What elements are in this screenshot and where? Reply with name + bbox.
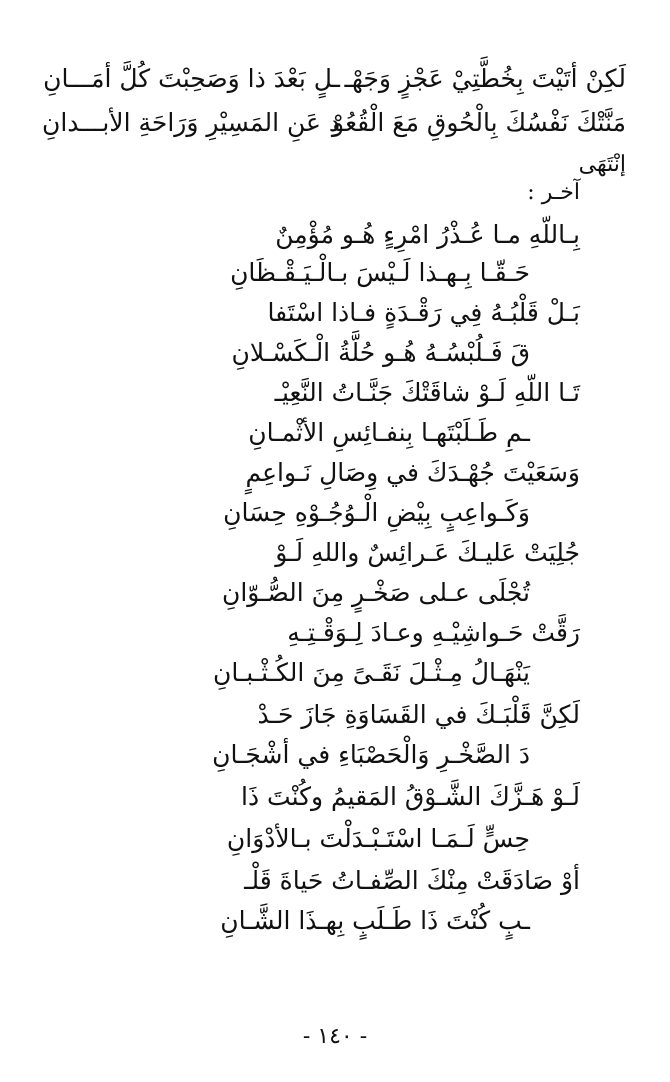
poem-line-9: جُلِيَتْ عَليـكَ عَـرائِسٌ واللهِ لَـوْ: [275, 538, 580, 567]
poem-line-14: دَ الصَّخْـرِ وَالْحَصْبَاءِ في أشْجَـانِ: [212, 740, 530, 769]
top-poem-line-2-right-hemistich: مَنَّتْكَ نَفْسُكَ بِالْحُوقِ مَعَ الْقُعُوْ: [332, 108, 626, 137]
poem-line-4: قَ فَـلُبْسُـهُ هُـو حُلَّةُ الْـكَسْـلانِ: [231, 338, 530, 367]
poem-line-5: تَـا اللّهِ لَـوْ شاقَتْكَ جَنَّـاتُ النَّعِيْـ: [274, 378, 580, 407]
poem-line-2: حَـقّـا بِـهـذا لَـيْسَ بـالْـيَـقْـظَانِ: [230, 258, 530, 287]
poem-line-1: بِـاللّهِ مـا عُـذْرُ امْرِءٍ هُـو مُؤْمِنٌ: [275, 220, 580, 249]
poem-line-3: بَـلْ قَلْبُـهُ فِي رَقْـدَةٍ فـاذا اسْتَفا: [267, 298, 580, 327]
poem-ending-marker: إنْتَهَى: [578, 152, 626, 177]
top-poem-line-2-left-hemistich: دِ عَنِ المَسِيْرِ وَرَاحَةِ الأبـــدانِ: [41, 108, 340, 137]
poem-line-15: لَـوْ هَـزَّكَ الشَّـوْقُ المَقيمُ وكُنْتَ ذَا: [241, 782, 580, 811]
poem-line-18: ـبٍ كُنْتَ ذَا طَـلَبٍ بِهـذَا الشَّـانِ: [220, 906, 530, 935]
poem-line-12: يَنْهَـالُ مِـثْـلَ نَقَـىً مِنَ الكُـثْـبـانِ: [212, 658, 530, 687]
section-header: آخـر :: [527, 180, 580, 205]
poem-line-16: حِسٍّ لَـمَـا اسْتَـبْـدَلْتَ بـالأدْوَانِ: [226, 824, 530, 853]
top-poem-line-1-left-hemistich: ـلٍ بَعْدَ ذا وَصَحِبْتَ كُلَّ أمَـــانِ: [43, 64, 340, 93]
poem-line-11: رَقَّتْ حَـواشِيْـهِ وعـادَ لِـوَقْـتِـهِ: [287, 618, 580, 647]
poem-line-13: لَكِنَّ قَلْبَـكَ في القَسَاوَةِ جَازَ حَـدْ: [257, 700, 580, 729]
page-number: - ١٤٠ -: [302, 1024, 368, 1049]
poem-line-6: ـمِ طَـلَبْتَهـا بِنفـائِسِ الأثْمـانِ: [248, 418, 530, 447]
poem-line-7: وَسَعَيْتَ جُهْـدَكَ في وِصَالِ نَـواعِمٍ: [245, 458, 580, 487]
poem-line-8: وَكَـواعِبٍ بِيْضِ الْـوُجُـوْهِ حِسَانِ: [223, 498, 530, 527]
poem-line-10: تُجْلَى عـلى صَخْـرٍ مِنَ الصُّـوّانِ: [221, 578, 530, 607]
poem-line-17: أوْ صَادَقَتْ مِنْكَ الصِّفـاتُ حَياةَ قَلْـ: [244, 866, 580, 895]
top-poem-line-1-right-hemistich: لَكِنْ أتَيْتَ بِخُطَّتِيْ عَجْزٍ وَجَهْـ: [344, 64, 626, 93]
